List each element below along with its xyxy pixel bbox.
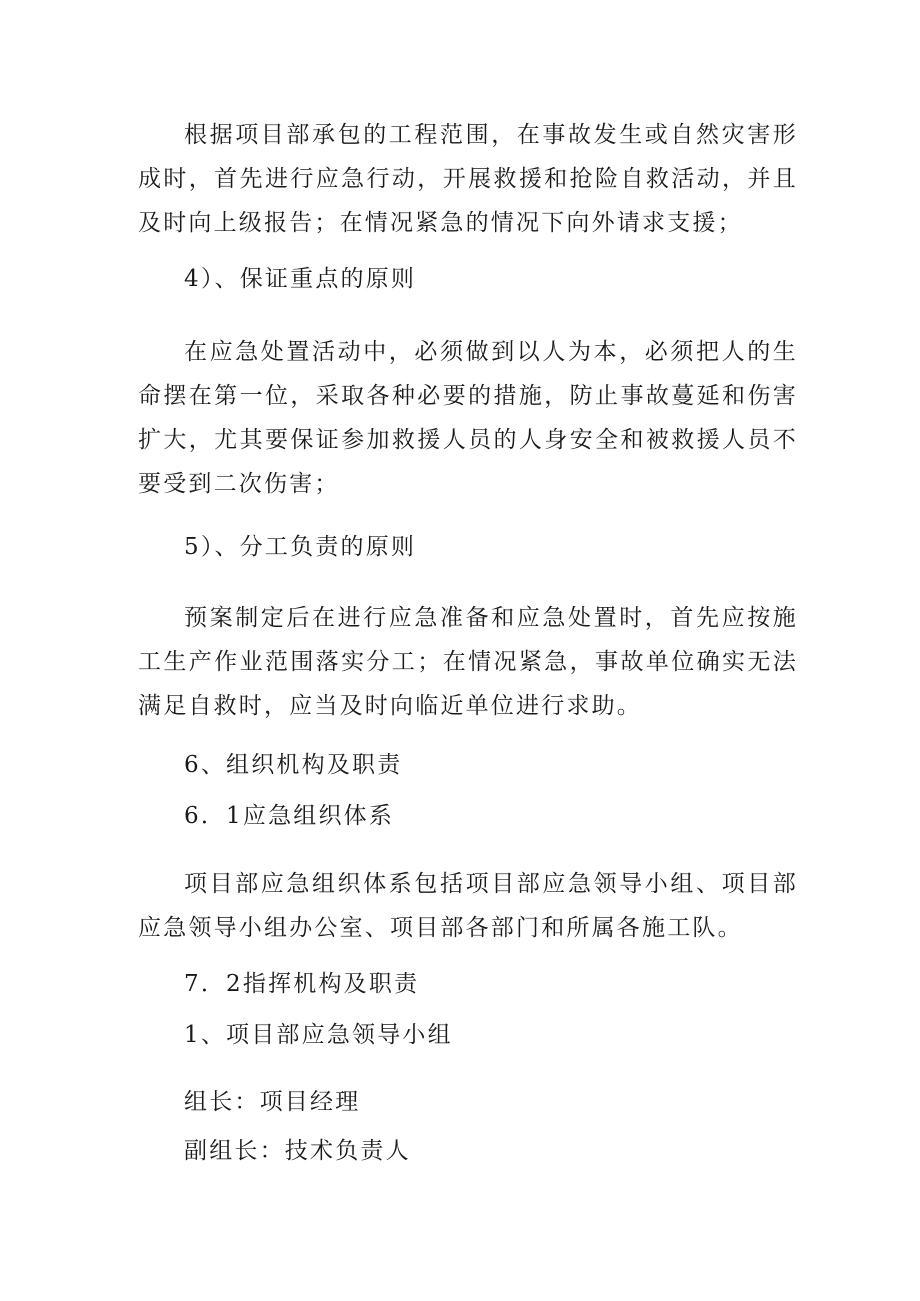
heading-leadership-group: 1、项目部应急领导小组 <box>184 1022 453 1048</box>
heading-key-principle: 4）、保证重点的原则 <box>184 266 417 292</box>
field-deputy-leader: 副组长：技术负责人 <box>184 1138 411 1164</box>
heading-division-principle: 5）、分工负责的原则 <box>184 534 417 560</box>
heading-organization: 6、组织机构及职责 <box>184 752 403 778</box>
heading-emergency-system: 6．1应急组织体系 <box>184 803 395 829</box>
heading-command-structure: 7．2指挥机构及职责 <box>184 971 420 997</box>
paragraph-emergency-system: 项目部应急组织体系包括项目部应急领导小组、项目部应急领导小组办公室、项目部各部门和所属各施工队。 <box>138 871 798 941</box>
paragraph-division-principle: 预案制定后在进行应急准备和应急处置时，首先应按施工生产作业范围落实分工；在情况紧急，事故单位确实无法满足自救时，应当及时向临近单位进行求助。 <box>138 605 798 719</box>
field-leader: 组长：项目经理 <box>184 1089 361 1115</box>
paragraph-scope: 根据项目部承包的工程范围，在事故发生或自然灾害形成时，首先进行应急行动，开展救援和抢险自救活动，并且及时向上级报告；在情况紧急的情况下向外请求支援； <box>138 122 798 236</box>
paragraph-key-principle: 在应急处置活动中，必须做到以人为本，必须把人的生命摆在第一位，采取各种必要的措施，防止事故蔓延和伤害扩大，尤其要保证参加救援人员的人身安全和被救援人员不要受到二次伤害； <box>138 339 798 497</box>
